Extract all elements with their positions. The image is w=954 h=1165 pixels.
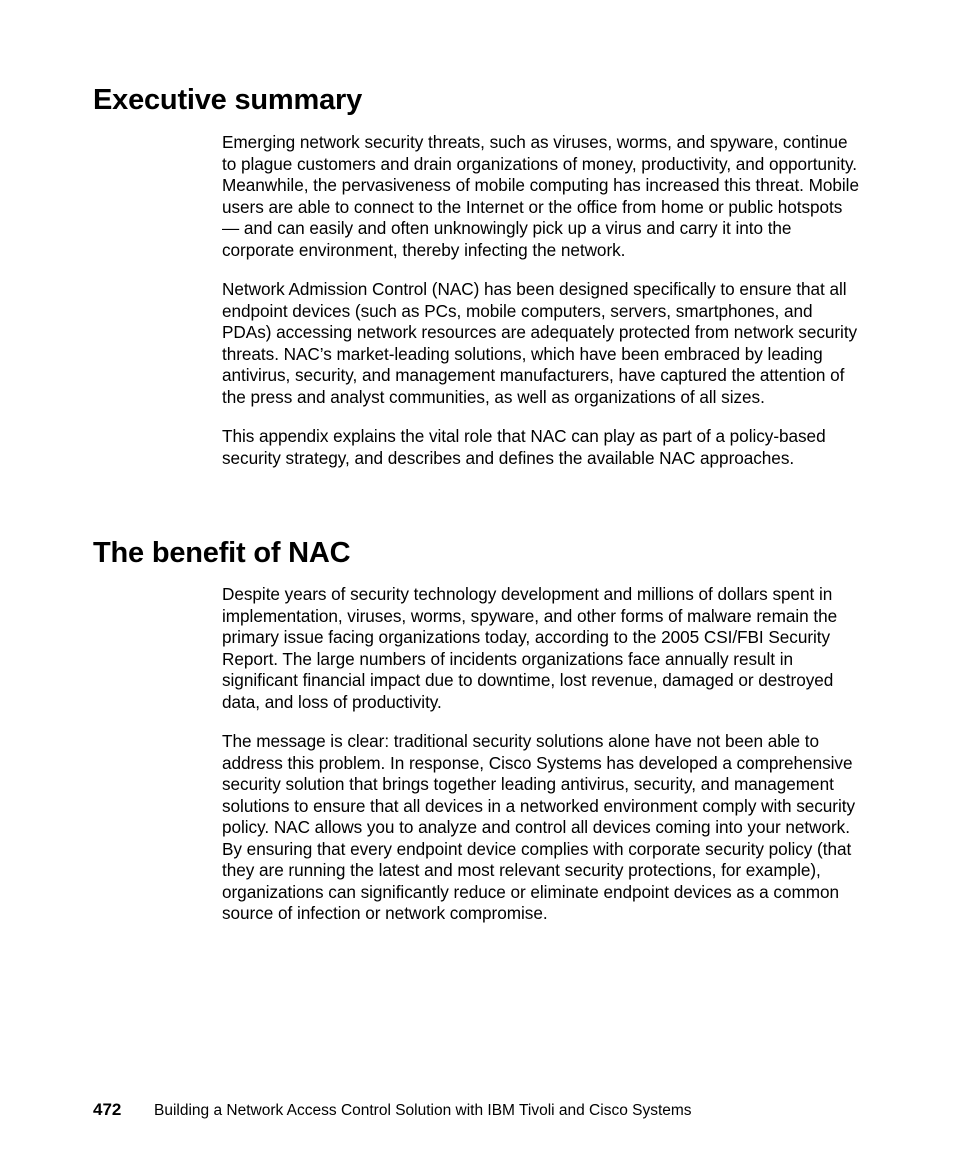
section-heading-benefit-of-nac: The benefit of NAC [93,537,351,569]
executive-summary-body [222,132,864,487]
paragraph: Emerging network security threats, such as viruses, worms, and spyware, continue to plague customers and drain organizations of money, productivity, and opportunity. Meanwhile, the pervasiveness of mobile computing has increased this threat. Mobile users are able to connect to the Internet or the office from home or public hotspots — and can easily and often unknowingly pick up a virus and carry it into the corporate environment, thereby infecting the network. [222,132,859,260]
paragraph: Despite years of security technology development and millions of dollars spent in implementation, viruses, worms, spyware, and other forms of malware remain the primary issue facing organizations today, according to the 2005 CSI/FBI Security Report. The large numbers of incidents organizations face annually result in significant financial impact due to downtime, lost revenue, damaged or destroyed data, and loss of productivity. [222,584,838,712]
paragraph: Network Admission Control (NAC) has been designed specifically to ensure that all endpoint devices (such as PCs, mobile computers, servers, smartphones, and PDAs) accessing network resources are adequately protected from network security threats. NAC’s market-leading solutions, which have been embraced by leading antivirus, security, and management manufacturers, have captured the attention of the press and analyst communities, as well as organizations of all sizes. [222,279,858,407]
paragraph: This appendix explains the vital role that NAC can play as part of a policy-based security strategy, and describes and defines the available NAC approaches. [222,426,826,468]
page-footer [93,1100,692,1120]
benefit-of-nac-body [222,584,864,943]
book-title: Building a Network Access Control Solution with IBM Tivoli and Cisco Systems [154,1102,692,1119]
paragraph: The message is clear: traditional security solutions alone have not been able to address this problem. In response, Cisco Systems has developed a comprehensive security solution that brings together leading antivirus, security, and management solutions to ensure that all devices in a networked environment comply with security policy. NAC allows you to analyze and control all devices coming into your network. By ensuring that every endpoint device complies with corporate security policy (that they are running the latest and most relevant security protections, for example), organizations can significantly reduce or eliminate endpoint devices as a common source of infection or network compromise. [222,731,856,923]
page-number: 472 [93,1100,122,1119]
section-heading-executive-summary: Executive summary [93,84,363,116]
